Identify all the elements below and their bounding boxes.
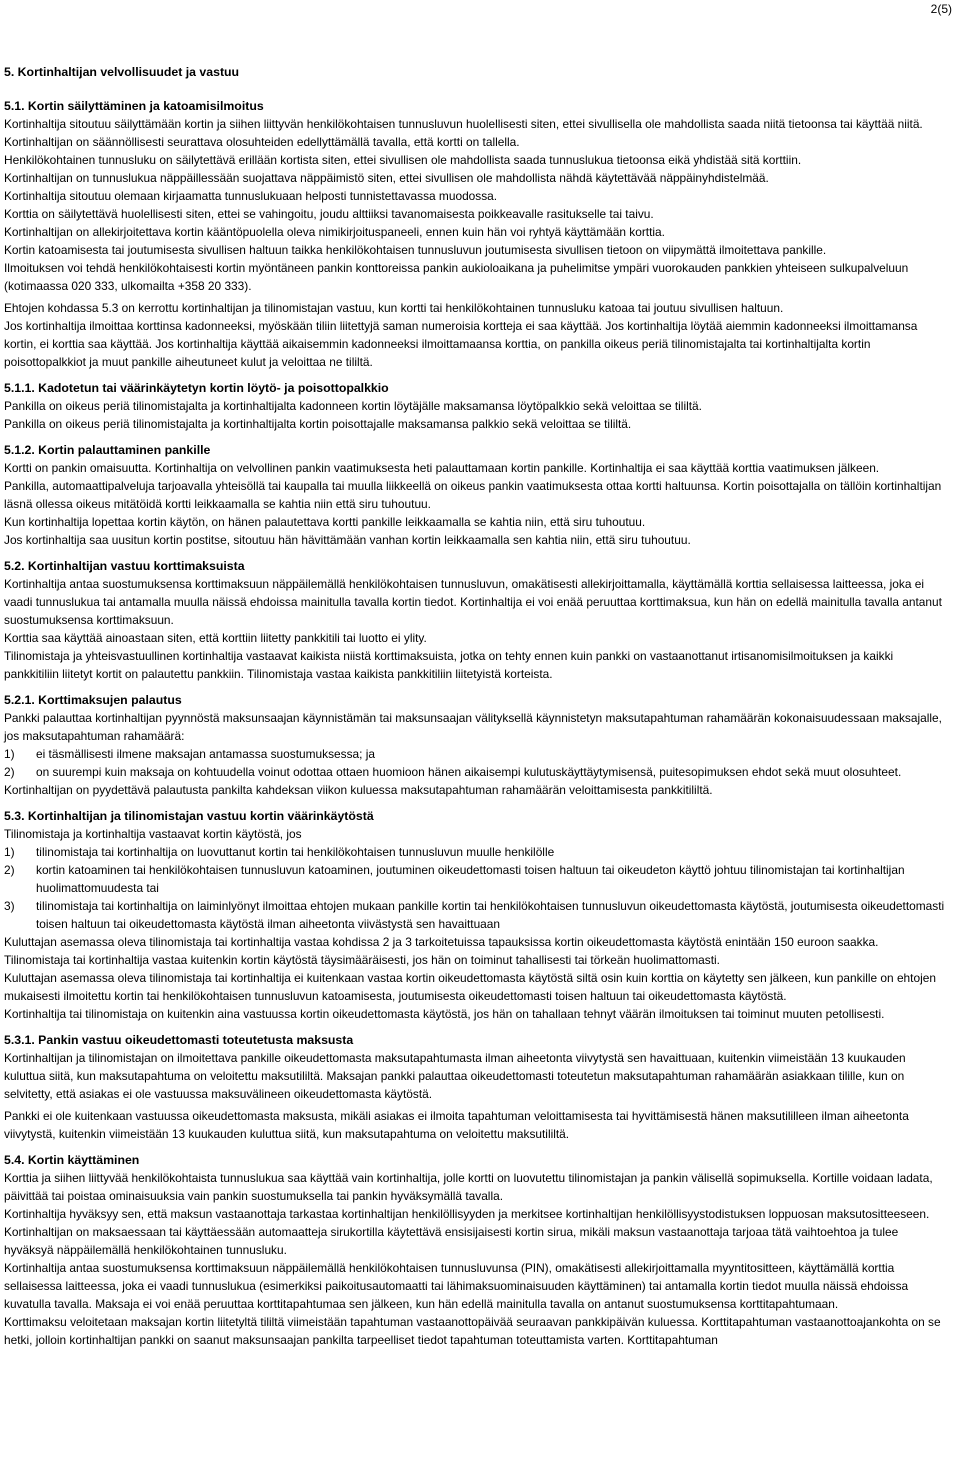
paragraph: Kortinhaltija sitoutuu säilyttämään kortin ja siihen liittyvän henkilökohtaisen tunnusluvun huolellisesti siten, ettei sivullisella ole mahdollista saada niitä tietoonsa tai käyttää niitä. Kortinhaltijan on säännöllisesti seurattava olosuhteiden edellyttämällä tavalla, että kortti on tallella. [4,117,923,149]
paragraph: Korttia ja siihen liittyvää henkilökohtaista tunnuslukua saa käyttää vain kortinhaltija, jolle kortti on luovutettu tilinomistajan ja pankin välisellä sopimuksella. Kortille voidaan ladata, päivittää tai poistaa ominaisuuksia vain pankin suostumuksella tai pankin hyväksymällä tavalla. [4,1171,933,1203]
section-5-1-2-heading: 5.1.2. Kortin palauttaminen pankille [4,443,211,457]
paragraph: Tilinomistaja tai kortinhaltija vastaa kuitenkin kortin käytöstä täysimääräisesti, jos hän on toiminut tahallisesti tai törkeän huolimattomasti. [4,953,720,967]
paragraph: Kortinhaltija sitoutuu olemaan kirjaamatta tunnuslukuaan helposti tunnistettavassa muodossa. [4,189,498,203]
list-item [4,745,950,763]
document-body [4,63,950,1349]
paragraph: Kortinhaltijan on allekirjoitettava kortin kääntöpuolella oleva nimikirjoituspaneeli, ennen kuin hän voi ryhtyä käyttämään korttia. [4,225,665,239]
page-number: 2(5) [930,2,952,16]
list-item [4,897,950,933]
paragraph: Tilinomistaja ja kortinhaltija vastaavat kortin käytöstä, jos [4,827,302,841]
numbered-list [4,843,950,933]
paragraph: Ehtojen kohdassa 5.3 on kerrottu kortinhaltijan ja tilinomistajan vastuu, kun kortti tai henkilökohtainen tunnusluku katoaa tai joutuu sivullisen haltuun. [4,301,784,315]
paragraph: Ilmoituksen voi tehdä henkilökohtaisesti kortin myöntäneen pankin konttoreissa pankin aukioloaikana ja puhelimitse ympäri vuorokauden pankkien yhteiseen sulkupalveluun (kotimaassa 020 333, ulkomailta +358 20 333). [4,261,909,293]
paragraph: Henkilökohtainen tunnusluku on säilytettävä erillään kortista siten, ettei sivullisen ole mahdollista saada tunnuslukua tietoonsa eikä yhdistää sitä korttiin. [4,153,802,167]
paragraph: Kortin katoamisesta tai joutumisesta sivullisen haltuun taikka henkilökohtaisen tunnusluvun joutumisesta sivullisen tietoon on viipymättä ilmoitettava pankille. [4,243,827,257]
paragraph: Tilinomistaja ja yhteisvastuullinen kortinhaltija vastaavat kaikista niistä korttimaksuista, jotka on tehty ennen kuin pankki on vastaanottanut irtisanomisilmoituksen ja kaikki pankkitiliin liitetyt kortit on palautettu pankkiin. Tilinomistaja vastaa kaikista pankkitiliin liitetyistä korteista. [4,649,894,681]
section-5-1-heading: 5.1. Kortin säilyttäminen ja katoamisilmoitus [4,99,264,113]
list-text: tilinomistaja tai kortinhaltija on luovuttanut kortin tai henkilökohtaisen tunnusluvun muulle henkilölle [36,845,555,859]
paragraph: Pankki ei ole kuitenkaan vastuussa oikeudettomasta maksusta, mikäli asiakas ei ilmoita tapahtuman veloittamisesta tai hyvittämisestä hänen maksutililleen ilman aiheetonta viivytystä, kuitenkin viimeistään 13 kuukauden kuluttua siitä, kun maksutapahtuma on veloitettu maksutililtä. [4,1109,909,1141]
list-text: on suurempi kuin maksaja on kohtuudella voinut odottaa ottaen huomioon hänen aikaisempi kulutuskäyttäytymisensä, puitesopimuksen ehdot sekä muut olosuhteet. [36,765,902,779]
section-5-1-1-heading: 5.1.1. Kadotetun tai väärinkäytetyn kortin löytö- ja poisottopalkkio [4,381,389,395]
paragraph: Jos kortinhaltija saa uusitun kortin postitse, sitoutuu hän hävittämään vanhan kortin leikkaamalla sen kahtia niin, että siru tuhoutuu. [4,533,691,547]
paragraph: Kortinhaltijan ja tilinomistajan on ilmoitettava pankille oikeudettomasta maksutapahtumasta ilman aiheetonta viivytystä sen havaittuaan, kuitenkin viimeistään 13 kuukauden kuluttua siitä, kun maksutapahtuma on veloitettu maksutililtä. Maksajan pankki palauttaa oikeudettomasti toteutetun maksutapahtuman rahamäärän asiakkaan tilille, kun on selvitetty, että asiakas ei ole vastuussa maksuvälineen oikeudettomasta käytöstä. [4,1051,906,1101]
list-number: 2) [4,863,15,877]
paragraph: Korttimaksu veloitetaan maksajan kortin liitetyltä tililtä viimeistään tapahtuman vastaanottopäivää seuraavan pankkipäivän kuluessa. Korttitapahtuman vastaanottoajankohta on se hetki, jolloin kortinhaltijan pankki on saanut maksunsaajan pankilta tarpeelliset tiedot tapahtuman toteuttamista varten. Korttitapahtuman [4,1315,941,1347]
section-5-3-1-heading: 5.3.1. Pankin vastuu oikeudettomasti toteutetusta maksusta [4,1033,354,1047]
paragraph: Pankilla on oikeus periä tilinomistajalta ja kortinhaltijalta kadonneen kortin löytäjälle maksamansa löytöpalkkio sekä veloittaa se tililtä. [4,399,702,413]
list-number: 2) [4,765,15,779]
paragraph: Kortinhaltija tai tilinomistaja on kuitenkin aina vastuussa kortin oikeudettomasta käytöstä, jos hän on tahallaan tehnyt väärän ilmoituksen tai toiminut muuten petollisesti. [4,1007,885,1021]
section-5-2-1-heading: 5.2.1. Korttimaksujen palautus [4,693,182,707]
paragraph: Pankilla on oikeus periä tilinomistajalta ja kortinhaltijalta kortin poisottajalle maksamansa palkkio sekä veloittaa se tililtä. [4,417,632,431]
paragraph: Kortinhaltijan on maksaessaan tai käyttäessään automaatteja sirukortilla käytettävä ensisijaisesti kortin sirua, mikäli maksun vastaanottaja tarjoaa tätä vaihtoehtoa ja tulee hyväksyä näppäilemällä henkilökohtainen tunnusluku. [4,1225,899,1257]
paragraph: Jos kortinhaltija ilmoittaa korttinsa kadonneeksi, myöskään tiliin liitettyjä saman numeroisia kortteja ei saa käyttää. Jos kortinhaltija löytää aiemmin kadonneeksi ilmoittamansa kortin, ei korttia saa käyttää. Jos kortinhaltija käyttää aikaisemmin kadonneeksi ilmoittamaansa korttia, on pankilla oikeus periä tilinomistajalta tai kortinhaltijalta kortin poisottopalkkiot ja muut pankille aiheutuneet kulut ja veloittaa ne tililtä. [4,319,918,369]
list-text: ei täsmällisesti ilmene maksajan antamassa suostumuksessa; ja [36,747,376,761]
list-item [4,763,950,781]
paragraph: Pankilla, automaattipalveluja tarjoavalla yhteisöllä tai kaupalla tai muulla liikkeellä on oikeus pankin vaatimuksesta ottaa kortti haltuunsa. Kortin poisottajalla on tällöin kortinhaltijan läsnä ollessa oikeus mitätöidä kortti leikkaamalla se kahtia niin että siru tuhoutuu. [4,479,942,511]
list-number: 1) [4,845,15,859]
list-number: 1) [4,747,15,761]
list-item [4,843,950,861]
list-item [4,861,950,897]
numbered-list [4,745,950,781]
section-5-2-heading: 5.2. Kortinhaltijan vastuu korttimaksuista [4,559,245,573]
paragraph: Kortti on pankin omaisuutta. Kortinhaltija on velvollinen pankin vaatimuksesta heti palauttamaan kortin pankille. Kortinhaltija ei saa käyttää korttia vaatimuksen jälkeen. [4,461,880,475]
section-5-title: 5. Kortinhaltijan velvollisuudet ja vastuu [4,65,240,79]
paragraph: Kuluttajan asemassa oleva tilinomistaja tai kortinhaltija vastaa kohdissa 2 ja 3 tarkoitetuissa tapauksissa kortin oikeudettomasta käytöstä enintään 150 euroon saakka. [4,935,879,949]
list-number: 3) [4,899,15,913]
paragraph: Pankki palauttaa kortinhaltijan pyynnöstä maksunsaajan käynnistämän tai maksunsaajan välityksellä käynnistetyn maksutapahtuman rahamäärän kokonaisuudessaan maksajalle, jos maksutapahtuman rahamäärä: [4,711,942,743]
section-5-4-heading: 5.4. Kortin käyttäminen [4,1153,140,1167]
paragraph: Kuluttajan asemassa oleva tilinomistaja tai kortinhaltija ei kuitenkaan vastaa kortin oikeudettomasta käytöstä siltä osin kuin korttia on käytetty sen jälkeen, kun pankille on ehtojen mukaisesti ilmoitettu kortin tai henkilökohtaisen tunnusluvun katoamisesta, joutumisesta oikeudettomasti toisen haltuun tai oikeudettomasta käytöstä. [4,971,936,1003]
paragraph: Kortinhaltijan on pyydettävä palautusta pankilta kahdeksan viikon kuluessa maksutapahtuman rahamäärän veloittamisesta pankkitililtä. [4,783,713,797]
section-5-3-heading: 5.3. Kortinhaltijan ja tilinomistajan vastuu kortin väärinkäytöstä [4,809,374,823]
list-text: kortin katoaminen tai henkilökohtaisen tunnusluvun katoaminen, joutuminen oikeudettomasti toisen haltuun tai oikeudeton käyttö johtuu tilinomistajan tai kortinhaltijan huolimattomuudesta tai [36,863,905,895]
paragraph: Kortinhaltija hyväksyy sen, että maksun vastaanottaja tarkastaa kortinhaltijan henkilöllisyyden ja merkitsee kortinhaltijan henkilöllisyystodistuksen loppuosan maksutositteeseen. [4,1207,930,1221]
paragraph: Kun kortinhaltija lopettaa kortin käytön, on hänen palautettava kortti pankille leikkaamalla se kahtia niin, että siru tuhoutuu. [4,515,646,529]
paragraph: Kortinhaltija antaa suostumuksensa korttimaksuun näppäilemällä henkilökohtaisen tunnusluvunsa (PIN), omakätisesti allekirjoittamalla myyntitositteen, käyttämällä korttia sellaisessa laitteessa, joka ei vaadi tunnuslukua (esimerkiksi paikoitusautomaatti tai lähimaksuominaisuuden käyttäminen) tai antamalla kortin tiedot muulla näissä ehdoissa kuvatulla tavalla. Maksaja ei voi enää peruuttaa korttitapahtumaa sen jälkeen, kun hän edellä mainitulla tavalla on antanut suostumuksensa korttitapahtumaan. [4,1261,909,1311]
paragraph: Kortinhaltija antaa suostumuksensa korttimaksuun näppäilemällä henkilökohtaisen tunnusluvun, omakätisesti allekirjoittamalla, käyttämällä korttia sellaisessa laitteessa, joka ei vaadi tunnuslukua tai antamalla muulla näissä ehdoissa mainitulla tavalla kortin tiedot. Kortinhaltija ei voi enää peruuttaa korttimaksua, kun hän on edellä mainitulla tavalla antanut suostumuksensa korttimaksuun. [4,577,942,627]
paragraph: Kortinhaltijan on tunnuslukua näppäillessään suojattava näppäimistö siten, ettei sivullisen ole mahdollista nähdä käytettävää näppäinyhdistelmää. [4,171,769,185]
paragraph: Korttia saa käyttää ainoastaan siten, että korttiin liitetty pankkitili tai luotto ei ylity. [4,631,427,645]
paragraph: Korttia on säilytettävä huolellisesti siten, ettei se vahingoitu, joudu alttiiksi tavanomaisesta poikkeavalle rasitukselle tai taivu. [4,207,654,221]
list-text: tilinomistaja tai kortinhaltija on laiminlyönyt ilmoittaa ehtojen mukaan pankille kortin tai henkilökohtaisen tunnusluvun oikeudettomasta käytöstä, joutumisesta oikeudettomasti toisen haltuun tai oikeudettomasta käytöstä ilman aiheetonta viivästystä sen havaittuaan [36,899,945,931]
